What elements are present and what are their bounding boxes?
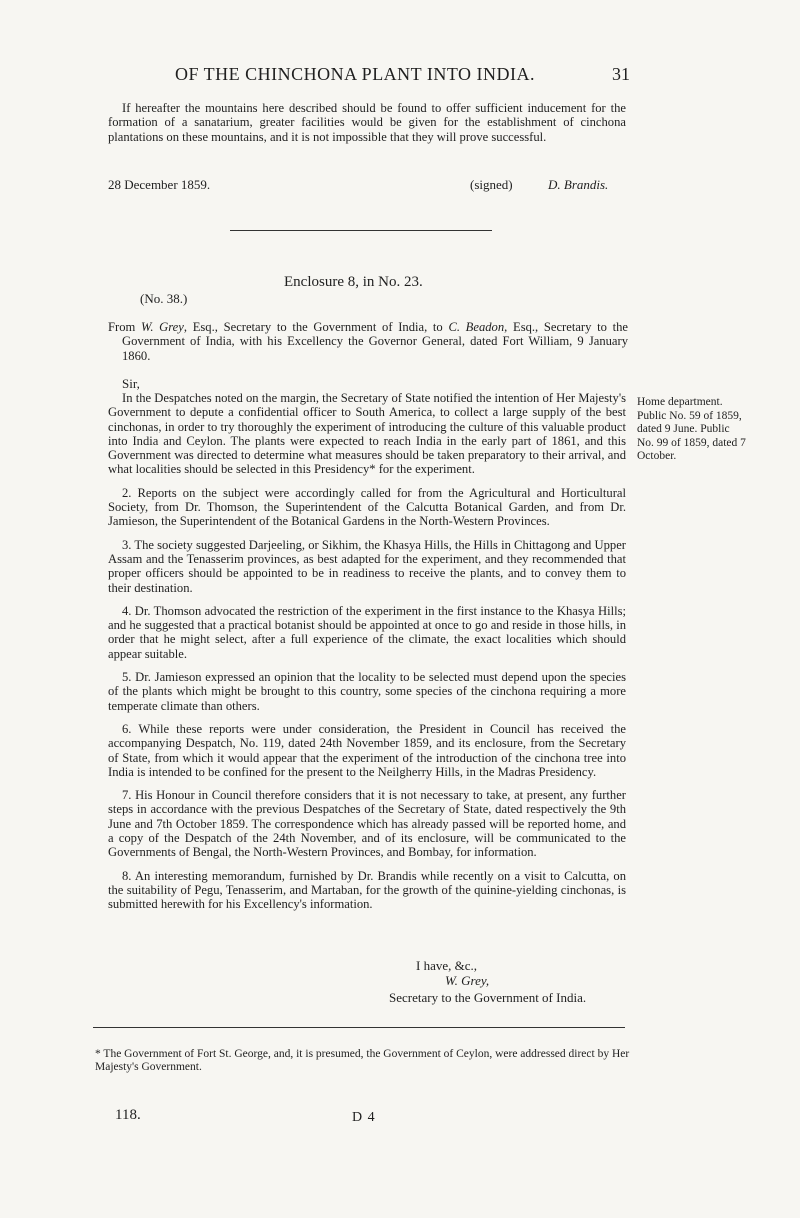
body-paragraph-2: 2. Reports on the subject were accordingly called for from the Agricultural and Horticultural Society, from Dr. Thomson, the Superintendent of the Calcutta Botanical Garden, and from Dr. Jamieson, the Superintendent of the Botanical Gardens in the North-Western Provinces. — [108, 485, 626, 529]
body-paragraph-7: 7. His Honour in Council therefore considers that it is not necessary to take, at present, any further steps in accordance with the previous Despatches of the Secretary of State, dated respectively the 9th June and 7th October 1859. The correspondence which has already passed will be reported home, and a copy of the Despatch of the 24th November, and of its enclosure, will be communicated to the Governments of Bengal, the North-Western Provinces, and Bombay, for information. — [108, 788, 626, 860]
footnote-divider — [93, 1027, 625, 1028]
body-paragraph-6: 6. While these reports were under consideration, the President in Council has received the accompanying Despatch, No. 119, dated 24th November 1859, and its enclosure, from the Secretary of State, from which it would appear that the experiment of the introduction of the cinchona tree into India is intended to be confined for the present to the Neilgherry Hills, in the Madras Presidency. — [108, 721, 626, 779]
sender-name: W. Grey — [140, 320, 184, 334]
footnote: * The Government of Fort St. George, and, it is presumed, the Government of Ceylon, were addressed direct by Her Majesty's Government. — [95, 1048, 630, 1073]
opening-paragraph-text: If hereafter the mountains here described should be found to offer sufficient inducement for the formation of a sanatarium, greater facilities would be given for the establishment of cinchona plantations on these mountains, and it is not impossible that they will prove successful. — [108, 101, 626, 144]
salutation: Sir, — [122, 376, 140, 391]
letter-body — [108, 391, 626, 912]
running-header-title: OF THE CHINCHONA PLANT INTO INDIA. — [175, 64, 536, 84]
footer-sheet-number: 118. — [115, 1107, 141, 1123]
body-paragraph-8: 8. An interesting memorandum, furnished by Dr. Brandis while recently on a visit to Calcutta, on the suitability of Pegu, Tenasserim, and Martaban, for the growth of the quinine-yielding cinchonas, is submitted herewith for his Excellency's information. — [108, 868, 626, 912]
from-line — [108, 320, 628, 363]
body-paragraph-5: 5. Dr. Jamieson expressed an opinion that the locality to be selected must depend upon the species of the plants which might be brought to this country, some species of the cinchona requiring a more temperate climate than others. — [108, 670, 626, 713]
signed-label: (signed) — [470, 177, 513, 192]
footer-signature-mark: D 4 — [352, 1110, 376, 1125]
from-prefix: From — [108, 320, 141, 334]
closing-line-1: I have, &c., — [416, 958, 478, 973]
from-suffix: , Esq., Secretary to the Government of India, with his Excellency the Governor General, dated Fort William, 9 January 1860. — [122, 320, 628, 363]
closing-signature: W. Grey, — [445, 973, 490, 988]
body-paragraph-1: In the Despatches noted on the margin, the Secretary of State notified the intention of Her Majesty's Government to depute a confidential officer to South America, to collect a large supply of the best cinchonas, in order to try thoroughly the experiment of introducing the culture of this valuable product into India and Ceylon. The plants were expected to reach India in the early part of 1861, and this Government was directed to determine what measures should be taken preparatory to their arrival, and what localities should be selected in this Presidency* for the experiment. — [108, 391, 626, 477]
body-paragraph-4: 4. Dr. Thomson advocated the restriction of the experiment in the first instance to the Khasya Hills; and he suggested that a practical botanist should be appointed at once to go and reside in those hills, in order that he might select, after a full experience of the climate, the exact localities which should appear suitable. — [108, 603, 626, 661]
page-number: 31 — [612, 64, 630, 84]
enclosure-number: (No. 38.) — [140, 291, 188, 306]
body-paragraph-3: 3. The society suggested Darjeeling, or Sikhim, the Khasya Hills, the Hills in Chittagong and Upper Assam and the Tenasserim provinces, as best adapted for the experiment, and they recommended that proper officers should be appointed to be in readiness to receive the plants, and to convey them to their destination. — [108, 537, 626, 595]
from-middle: , Esq., Secretary to the Government of India, to — [183, 320, 449, 334]
margin-note: Home department. Public No. 59 of 1859, dated 9 June. Public No. 99 of 1859, dated 7 October. — [637, 396, 746, 462]
letter-date: 28 December 1859. — [108, 177, 211, 192]
opening-paragraph — [108, 101, 626, 144]
recipient-name: C. Beadon — [448, 320, 505, 334]
closing-title: Secretary to the Government of India. — [389, 990, 587, 1005]
enclosure-title: Enclosure 8, in No. 23. — [284, 274, 423, 290]
signatory-name: D. Brandis. — [548, 177, 609, 192]
section-divider — [230, 230, 492, 231]
